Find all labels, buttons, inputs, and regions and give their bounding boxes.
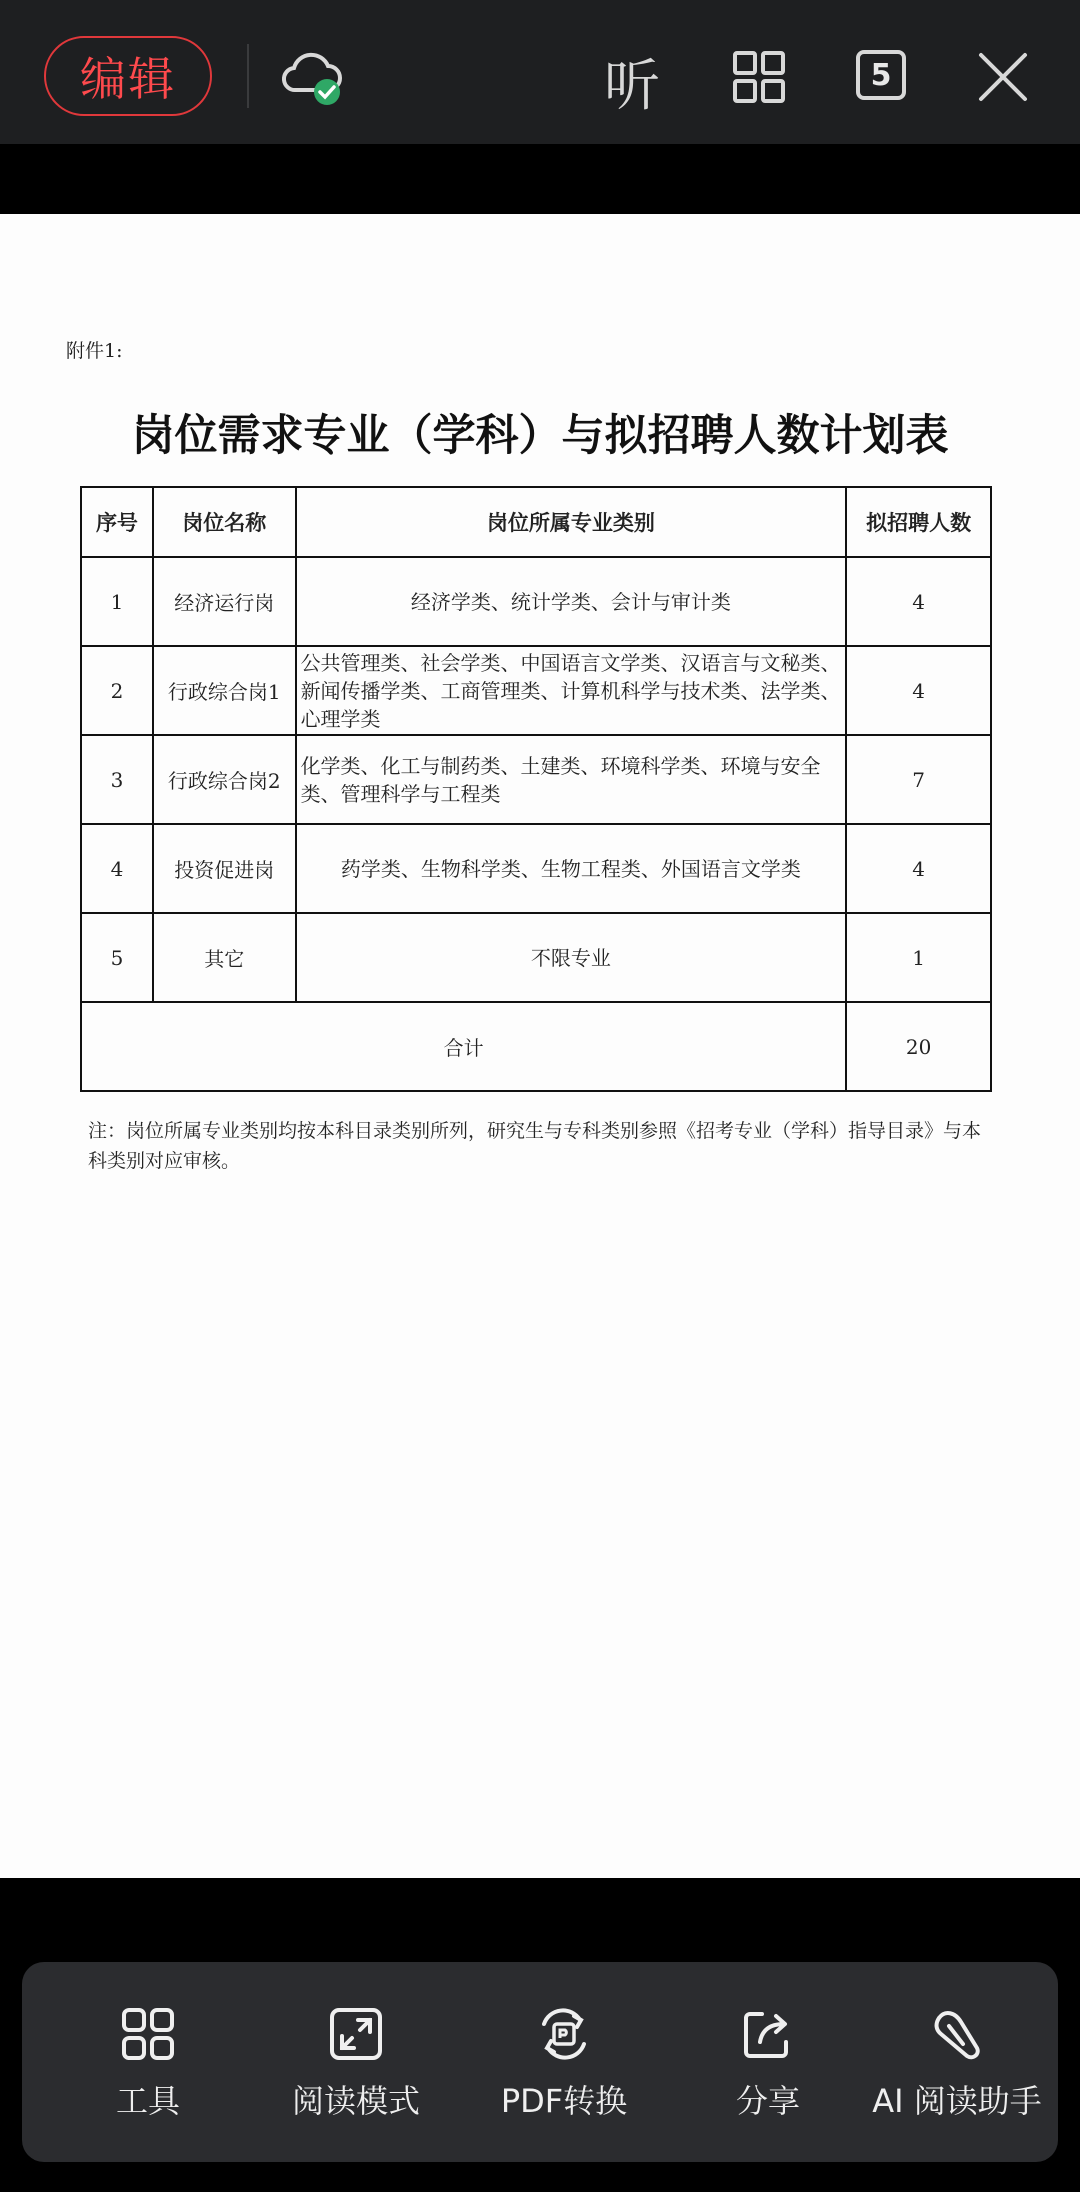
row-number: 5: [81, 913, 153, 1002]
table-row: [81, 913, 991, 1002]
tool-label: PDF转换: [500, 2082, 628, 2120]
close-icon[interactable]: [976, 50, 1030, 104]
total-label: 合计: [81, 1002, 846, 1091]
pdf-convert-button[interactable]: [464, 2004, 664, 2122]
major-category: 经济学类、统计学类、会计与审计类: [296, 557, 847, 646]
grid-icon[interactable]: [732, 50, 786, 104]
major-category: 公共管理类、社会学类、中国语言文学类、汉语言与文秘类、新闻传播学类、工商管理类、计算机科学与技术类、法学类、心理学类: [296, 646, 847, 735]
divider: [247, 44, 249, 108]
bottom-toolbar: [22, 1962, 1058, 2162]
major-category: 药学类、生物科学类、生物工程类、外国语言文学类: [296, 824, 847, 913]
tool-label: 阅读模式: [291, 2082, 420, 2120]
footnote: 注：岗位所属专业类别均按本科目录类别所列，研究生与专科类别参照《招考专业（学科）指导目录》与本科类别对应审核。: [88, 1120, 982, 1172]
top-bar: [0, 0, 1080, 144]
edit-button[interactable]: 编辑: [44, 36, 212, 116]
column-header: 岗位所属专业类别: [296, 487, 847, 557]
pdf-convert-icon: [534, 2004, 594, 2064]
column-header: 序号: [81, 487, 153, 557]
major-category: 不限专业: [296, 913, 847, 1002]
tools-grid-icon: [118, 2004, 178, 2064]
major-category: 化学类、化工与制药类、土建类、环境科学类、环境与安全类、管理科学与工程类: [296, 735, 847, 824]
hire-count: 1: [846, 913, 991, 1002]
reading-mode-button[interactable]: [256, 2004, 456, 2122]
hire-count: 4: [846, 557, 991, 646]
row-number: 3: [81, 735, 153, 824]
tools-button[interactable]: [48, 2004, 248, 2122]
cloud-synced-icon[interactable]: [276, 40, 348, 112]
position-name: 经济运行岗: [153, 557, 296, 646]
share-icon: [738, 2004, 798, 2064]
ai-reading-assistant-button[interactable]: [862, 2004, 1052, 2122]
position-name: 行政综合岗2: [153, 735, 296, 824]
hire-count: 7: [846, 735, 991, 824]
column-header: 拟招聘人数: [846, 487, 991, 557]
table-row: [81, 557, 991, 646]
document-title: 岗位需求专业（学科）与拟招聘人数计划表: [131, 411, 949, 461]
share-button[interactable]: [668, 2004, 868, 2122]
row-number: 2: [81, 646, 153, 735]
position-name: 行政综合岗1: [153, 646, 296, 735]
position-name: 投资促进岗: [153, 824, 296, 913]
row-number: 1: [81, 557, 153, 646]
table-row: [81, 735, 991, 824]
total-count: 20: [846, 1002, 991, 1091]
recruitment-table: [80, 486, 992, 1092]
hire-count: 4: [846, 646, 991, 735]
page-count-badge[interactable]: 5: [856, 50, 906, 100]
table-row: [81, 824, 991, 913]
tool-label: 分享: [735, 2082, 800, 2120]
hire-count: 4: [846, 824, 991, 913]
attachment-label: 附件1:: [66, 340, 123, 362]
tool-label: AI 阅读助手: [872, 2082, 1042, 2120]
ai-reading-assistant-icon: [927, 2004, 987, 2064]
table-header-row: [81, 487, 991, 557]
table-row: [81, 646, 991, 735]
document-page[interactable]: [0, 214, 1080, 1878]
reading-mode-icon: [326, 2004, 386, 2064]
table-total-row: [81, 1002, 991, 1091]
listen-button[interactable]: 听: [604, 54, 660, 119]
row-number: 4: [81, 824, 153, 913]
position-name: 其它: [153, 913, 296, 1002]
column-header: 岗位名称: [153, 487, 296, 557]
tool-label: 工具: [115, 2082, 180, 2120]
